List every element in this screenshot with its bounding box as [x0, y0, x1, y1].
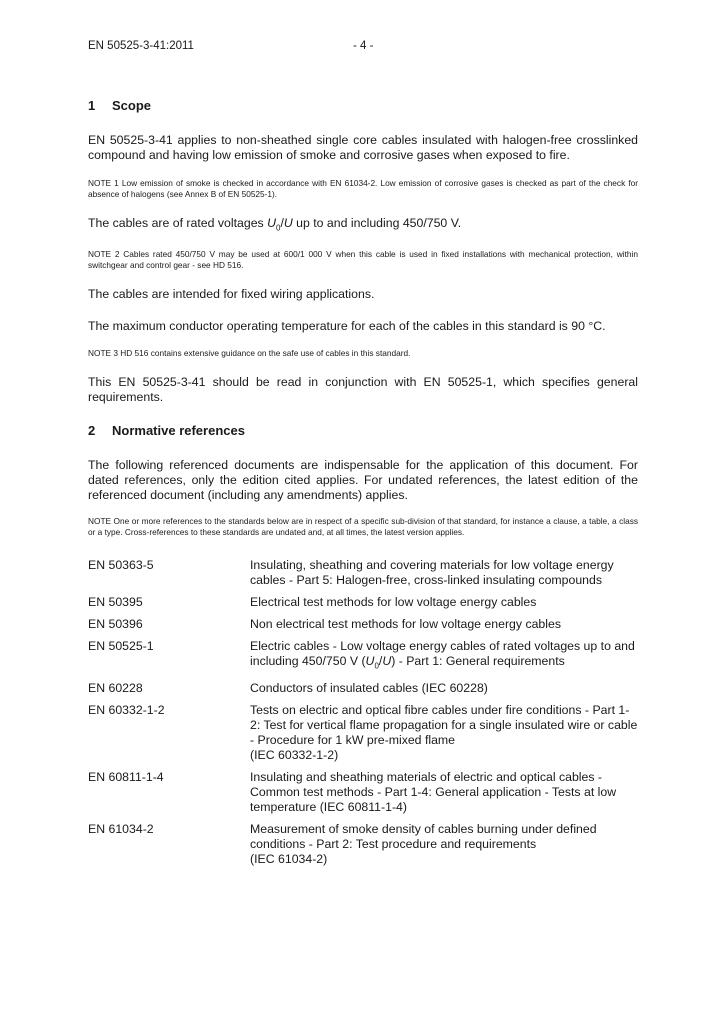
scope-note-2: NOTE 2 Cables rated 450/750 V may be used at 600/1 000 V when this cable is used in fixed installations with mechanical protection, within switchgear and control gear - see HD 516.: [88, 249, 638, 271]
reference-title: Electrical test methods for low voltage energy cables: [250, 595, 537, 610]
header-document-id: EN 50525-3-41:2011: [88, 40, 194, 52]
scope-note-3: NOTE 3 HD 516 contains extensive guidance on the safe use of cables in this standard.: [88, 348, 411, 359]
reference-title: Insulating, sheathing and covering materials for low voltage energy cables - Part 5: Halogen-free, cross-linked insulating compounds: [250, 558, 614, 588]
references-table: [88, 558, 638, 873]
scope-paragraph-2: The cables are of rated voltages $U_0/U$ up to and including 450/750 V.: [88, 216, 462, 233]
reference-row: [88, 681, 638, 703]
scope-paragraph-1: EN 50525-3-41 applies to non-sheathed single core cables insulated with halogen-free crosslinked compound and having low emission of smoke and corrosive gases when exposed to fire.: [88, 133, 638, 162]
reference-row: [88, 639, 638, 680]
reference-code: EN 60811-1-4: [88, 769, 164, 784]
reference-code: EN 50395: [88, 595, 143, 610]
reference-code: EN 50363-5: [88, 558, 154, 573]
reference-row: [88, 558, 638, 595]
reference-title: Electric cables - Low voltage energy cables of rated voltages up to and including 450/750 V $(U_0/U)$ - Part 1: General requirements: [250, 639, 635, 671]
reference-title: Conductors of insulated cables (IEC 60228): [250, 680, 488, 695]
reference-code: EN 60228: [88, 680, 143, 695]
reference-code: EN 60332-1-2: [88, 702, 165, 717]
header-page-number: - 4 -: [353, 40, 374, 52]
reference-row: [88, 770, 638, 822]
reference-code: EN 50525-1: [88, 639, 154, 654]
scope-paragraph-4: The maximum conductor operating temperature for each of the cables in this standard is 90 °C.: [88, 319, 606, 334]
reference-row: [88, 703, 638, 770]
page-content: [88, 98, 638, 874]
reference-title: Tests on electric and optical fibre cables under fire conditions - Part 1-2: Test for vertical flame propagation for a single insulated wire or cable - Procedure for 1 kW pre-mixed flame (IEC 60332-1-2): [250, 702, 638, 762]
section-1-title: Scope: [112, 98, 152, 113]
reference-code: EN 50396: [88, 617, 143, 632]
section-2-title: Normative references: [112, 423, 245, 439]
section-1-heading: [88, 98, 638, 114]
section-2-heading: [88, 423, 638, 439]
section-1-number: 1: [88, 98, 96, 113]
scope-paragraph-3: The cables are intended for fixed wiring applications.: [88, 287, 375, 302]
section-2-number: 2: [88, 423, 96, 439]
normative-references-paragraph: The following referenced documents are indispensable for the application of this document. For dated references, only the edition cited applies. For undated references, the latest edition of the referenced document (including any amendments) applies.: [88, 458, 638, 503]
reference-row: [88, 595, 638, 617]
scope-paragraph-5: This EN 50525-3-41 should be read in conjunction with EN 50525-1, which specifies general requirements.: [88, 375, 638, 405]
normative-references-note: NOTE One or more references to the standards below are in respect of a specific sub-division of that standard, for instance a clause, a table, a class or a type. Cross-references to these standards are undated and, at all times, the latest version applies.: [88, 516, 638, 538]
reference-row: [88, 617, 638, 639]
reference-title: Measurement of smoke density of cables burning under defined conditions - Part 2: Test procedure and requirements (IEC 61034-2): [250, 821, 597, 866]
reference-row: [88, 822, 638, 874]
reference-title: Non electrical test methods for low voltage energy cables: [250, 617, 561, 632]
reference-code: EN 61034-2: [88, 821, 154, 836]
scope-note-1: NOTE 1 Low emission of smoke is checked in accordance with EN 61034-2. Low emission of corrosive gases is checked as part of the check for absence of halogens (see Annex B of EN 50525-1).: [88, 178, 638, 199]
reference-title: Insulating and sheathing materials of electric and optical cables - Common test methods - Part 1-4: General application - Tests at low temperature (IEC 60811-1-4): [250, 769, 617, 814]
